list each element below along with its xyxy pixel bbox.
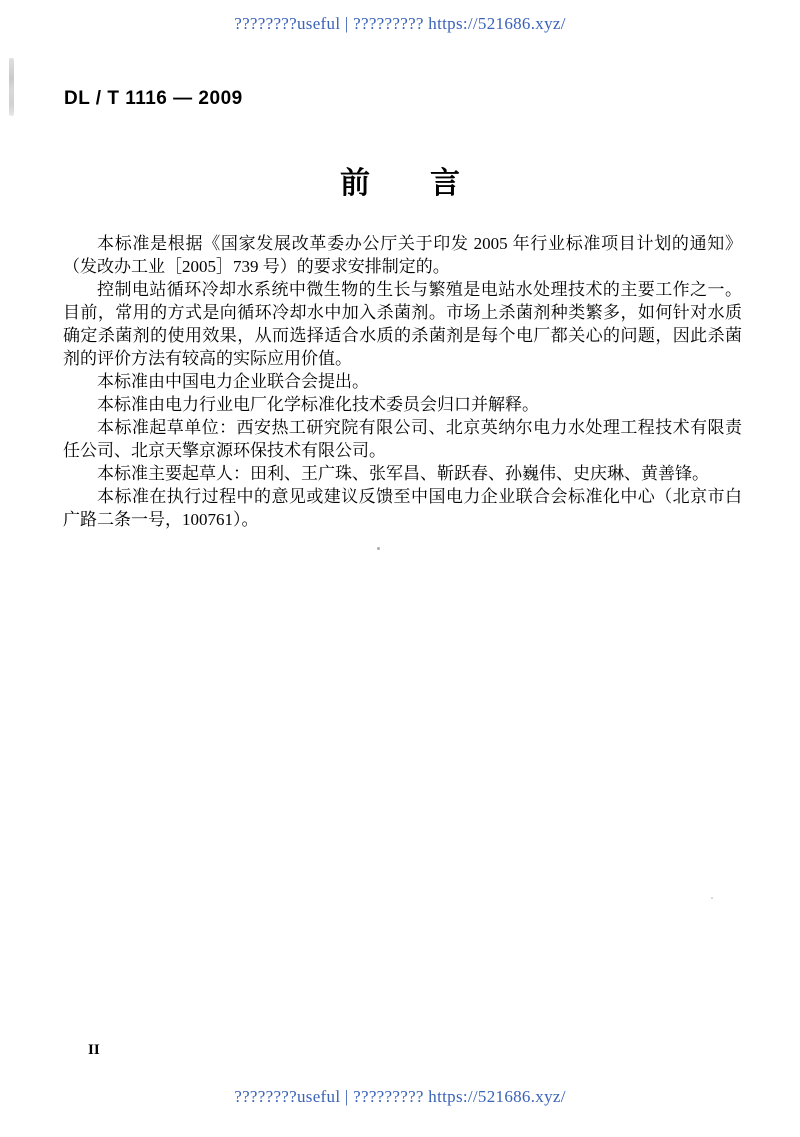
scan-speck-artifact <box>377 547 380 550</box>
foreword-body <box>63 232 742 531</box>
scan-speck-artifact <box>711 897 713 899</box>
standard-number: DL / T 1116 — 2009 <box>64 88 243 109</box>
foreword-paragraph-drafters: 本标准主要起草人：田利、王广珠、张军昌、靳跃春、孙巍伟、史庆琳、黄善锋。 <box>97 464 709 483</box>
header-watermark: ????????useful | ????????? https://521686.xyz/ <box>234 14 566 33</box>
foreword-paragraph-feedback-address: 本标准在执行过程中的意见或建议反馈至中国电力企业联合会标准化中心（北京市白广路二条一号，100761）。 <box>63 487 742 529</box>
page-title: 前 言 <box>340 167 460 200</box>
foreword-paragraph-background: 控制电站循环冷却水系统中微生物的生长与繁殖是电站水处理技术的主要工作之一。目前，常用的方式是向循环冷却水中加入杀菌剂。市场上杀菌剂种类繁多，如何针对水质确定杀菌剂的使用效果，从而选择适合水质的杀菌剂是每个电厂都关心的问题，因此杀菌剂的评价方法有较高的实际应用价值。 <box>63 280 742 368</box>
foreword-paragraph-proposer: 本标准由中国电力企业联合会提出。 <box>97 372 369 391</box>
page-number: II <box>88 1042 100 1058</box>
foreword-paragraph-drafting-organizations: 本标准起草单位：西安热工研究院有限公司、北京英纳尔电力水处理工程技术有限责任公司、北京天擎京源环保技术有限公司。 <box>63 418 742 460</box>
foreword-paragraph-basis: 本标准是根据《国家发展改革委办公厅关于印发 2005 年行业标准项目计划的通知》（发改办工业［2005］739 号）的要求安排制定的。 <box>63 234 742 276</box>
scan-smudge-artifact <box>9 58 14 116</box>
footer-watermark: ????????useful | ????????? https://521686.xyz/ <box>234 1087 566 1106</box>
foreword-paragraph-interpreter: 本标准由电力行业电厂化学标准化技术委员会归口并解释。 <box>97 395 539 414</box>
